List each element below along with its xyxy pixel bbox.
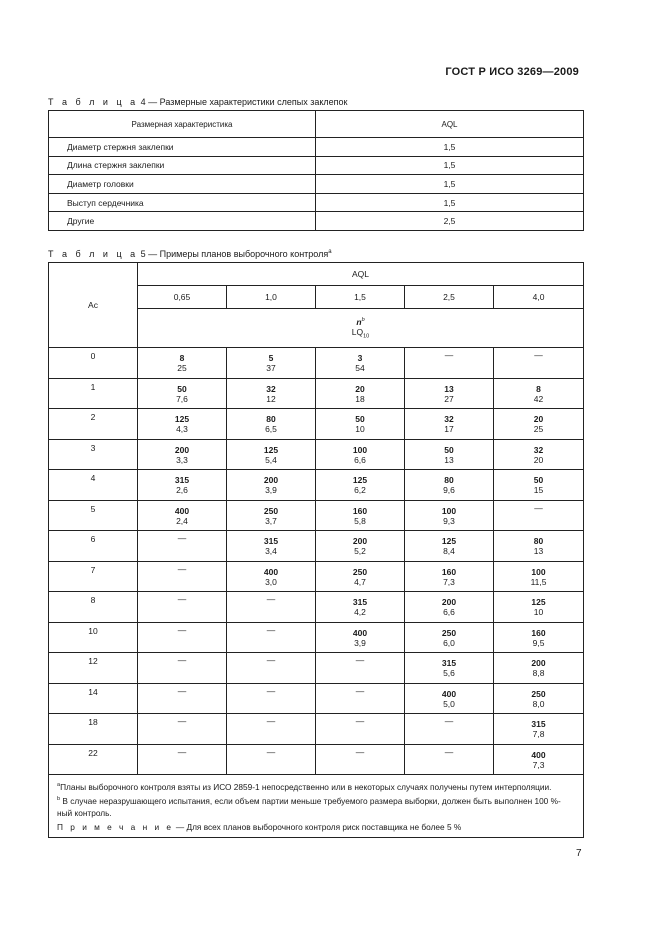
limiting-quality-value: 4,7 bbox=[354, 576, 366, 587]
table5-cell-plan bbox=[494, 744, 584, 775]
sample-size-value: 400 bbox=[174, 505, 190, 516]
table5-cell-ac bbox=[49, 683, 138, 714]
table5-cell-empty bbox=[316, 653, 405, 684]
sample-size-value: 5 bbox=[268, 353, 274, 363]
table5-cell-empty bbox=[227, 592, 316, 623]
table5-cell-empty bbox=[138, 561, 227, 592]
table-row bbox=[49, 683, 584, 714]
sample-size-value: 80 bbox=[444, 475, 454, 485]
ac-value: 8 bbox=[90, 595, 96, 605]
table4-cell-name: Длина стержня заклепки bbox=[49, 156, 316, 175]
dash-placeholder: — bbox=[266, 594, 276, 604]
sample-size-value: 200 bbox=[174, 444, 190, 455]
sample-size-value: 125 bbox=[263, 444, 279, 455]
sample-size-value: 50 bbox=[355, 414, 365, 424]
limiting-quality-value: 3,7 bbox=[265, 515, 277, 526]
table5-cell-ac bbox=[49, 378, 138, 409]
table5-caption-text: 5 — Примеры планов выборочного контроля bbox=[140, 249, 329, 259]
dash-placeholder: — bbox=[177, 746, 187, 757]
sample-size-value: 100 bbox=[531, 566, 546, 577]
limiting-quality-value: 5,4 bbox=[265, 454, 277, 465]
table-row bbox=[49, 193, 584, 212]
sample-size-value: 200 bbox=[263, 475, 279, 485]
table-row bbox=[49, 470, 584, 501]
limiting-quality-value: 12 bbox=[266, 393, 276, 404]
limiting-quality-value: 4,3 bbox=[176, 424, 188, 434]
table5-cell-empty bbox=[494, 348, 584, 379]
table5-cell-ac bbox=[49, 744, 138, 775]
dash-placeholder: — bbox=[177, 685, 187, 696]
table5-header-aql: AQL bbox=[138, 263, 584, 286]
sample-size-value: 13 bbox=[444, 383, 454, 394]
limiting-quality-value: 4,2 bbox=[354, 607, 366, 617]
dash-placeholder: — bbox=[177, 716, 187, 726]
table-row bbox=[49, 212, 584, 231]
limiting-quality-value: 8,8 bbox=[532, 668, 545, 678]
footnote-a bbox=[57, 779, 575, 793]
table4-cell-aql: 1,5 bbox=[316, 175, 584, 194]
limiting-quality-value: 10 bbox=[355, 424, 365, 434]
table4-cell-aql: 1,5 bbox=[316, 156, 584, 175]
table5-cell-ac bbox=[49, 409, 138, 440]
sample-size-value: 315 bbox=[531, 719, 546, 729]
table-row bbox=[49, 138, 584, 157]
sample-size-value: 315 bbox=[352, 597, 368, 607]
dash-placeholder: — bbox=[177, 533, 187, 543]
limiting-quality-value: 7,8 bbox=[532, 729, 545, 739]
footnote-b-text: В случае неразрушающего испытания, если объем партии меньше требуемого размера выборки, должен быть выполнен 100 %-ный контроль. bbox=[57, 795, 561, 818]
ac-value: 1 bbox=[90, 381, 96, 392]
table5-cell-ac bbox=[49, 592, 138, 623]
limiting-quality-value: 17 bbox=[444, 424, 454, 434]
sample-size-value: 315 bbox=[174, 475, 190, 485]
table5-cell-plan bbox=[227, 470, 316, 501]
table-row bbox=[49, 561, 584, 592]
table5-cell-ac bbox=[49, 714, 138, 745]
dash-placeholder: — bbox=[534, 502, 543, 513]
table5-cell-ac bbox=[49, 561, 138, 592]
sample-size-value: 50 bbox=[177, 383, 187, 394]
table5-cell-plan bbox=[405, 378, 494, 409]
table5-aql-value: 2,5 bbox=[405, 286, 494, 309]
limiting-quality-value: 7,3 bbox=[532, 759, 545, 770]
footnote-a-text: Планы выборочного контроля взяты из ИСО 2859-1 непосредственно или в некоторых случаях получены путем интерполяции. bbox=[60, 781, 552, 792]
limiting-quality-value: 5,2 bbox=[354, 546, 366, 556]
table4-header-row bbox=[49, 111, 584, 138]
dash-placeholder: — bbox=[266, 746, 276, 757]
sample-size-value: 32 bbox=[444, 414, 454, 424]
table5-cell-plan bbox=[316, 622, 405, 653]
sample-size-value: 125 bbox=[441, 536, 457, 546]
table5-aql-value: 0,65 bbox=[138, 286, 227, 309]
table4-caption bbox=[48, 97, 347, 107]
sample-size-value: 125 bbox=[352, 475, 368, 485]
limiting-quality-value: 2,4 bbox=[176, 515, 188, 526]
limiting-quality-value: 13 bbox=[444, 454, 454, 465]
table5-cell-empty bbox=[227, 714, 316, 745]
limiting-quality-value: 9,6 bbox=[443, 485, 455, 495]
limiting-quality-value: 42 bbox=[533, 393, 544, 404]
table4-cell-name: Диаметр стержня заклепки bbox=[49, 138, 316, 157]
table5-cell-ac bbox=[49, 348, 138, 379]
table5-header-ac: Ac bbox=[49, 263, 138, 348]
limiting-quality-value: 13 bbox=[533, 546, 544, 556]
dash-placeholder: — bbox=[266, 624, 276, 635]
table5-cell-plan bbox=[494, 653, 584, 684]
table5-cell-empty bbox=[227, 683, 316, 714]
limiting-quality-value: 8,4 bbox=[443, 546, 455, 556]
table5-cell-plan bbox=[405, 592, 494, 623]
table5-cell-plan bbox=[494, 714, 584, 745]
table5-cell-empty bbox=[138, 744, 227, 775]
table5-cell-empty bbox=[227, 653, 316, 684]
table5-cell-plan bbox=[405, 531, 494, 562]
table5-cell-plan bbox=[316, 531, 405, 562]
limiting-quality-value: 7,3 bbox=[443, 576, 455, 587]
sample-size-value: 250 bbox=[263, 505, 279, 516]
limiting-quality-value: 5,6 bbox=[443, 668, 455, 678]
dash-placeholder: — bbox=[355, 716, 365, 726]
sample-size-value: 400 bbox=[441, 688, 457, 699]
sample-size-value: 250 bbox=[441, 627, 457, 638]
table5-cell-plan bbox=[138, 470, 227, 501]
limiting-quality-value: 20 bbox=[533, 454, 544, 465]
sample-size-value: 160 bbox=[531, 627, 546, 638]
sample-size-label: n bbox=[356, 316, 362, 327]
table5-cell-plan bbox=[494, 470, 584, 501]
table-row bbox=[49, 592, 584, 623]
table-row bbox=[49, 378, 584, 409]
table4-caption-text: 4 — Размерные характеристики слепых заклепок bbox=[140, 97, 348, 107]
table-row bbox=[49, 744, 584, 775]
table5-cell-plan bbox=[405, 653, 494, 684]
limiting-quality-value: 6,5 bbox=[265, 424, 277, 434]
sample-size-value: 200 bbox=[352, 536, 368, 546]
table5-cell-empty bbox=[138, 683, 227, 714]
table-row bbox=[49, 439, 584, 470]
table5-cell-ac bbox=[49, 653, 138, 684]
dash-placeholder: — bbox=[444, 716, 454, 726]
table4-cell-aql: 1,5 bbox=[316, 193, 584, 212]
limiting-quality-value: 8,0 bbox=[532, 698, 545, 709]
sample-size-value: 315 bbox=[263, 536, 279, 546]
sample-size-value: 3 bbox=[357, 353, 363, 363]
limiting-quality-value: 25 bbox=[177, 363, 187, 373]
table5-cell-empty bbox=[494, 500, 584, 531]
sample-size-value: 80 bbox=[533, 536, 544, 546]
ac-value: 6 bbox=[90, 534, 96, 544]
table5-cell-empty bbox=[138, 714, 227, 745]
table5-cell-plan bbox=[405, 409, 494, 440]
limiting-quality-value: 9,5 bbox=[532, 637, 545, 648]
sample-size-value: 400 bbox=[263, 566, 279, 577]
sample-size-value: 32 bbox=[533, 444, 544, 455]
table-row bbox=[49, 622, 584, 653]
dash-placeholder: — bbox=[177, 594, 187, 604]
table5-cell-plan bbox=[227, 561, 316, 592]
table5-cell-plan bbox=[316, 470, 405, 501]
table5-cell-plan bbox=[316, 500, 405, 531]
ac-value: 3 bbox=[90, 442, 96, 453]
table5-cell-empty bbox=[405, 744, 494, 775]
table5-cell-plan bbox=[138, 409, 227, 440]
footnote-b-mark: b bbox=[57, 795, 61, 802]
table4-cell-aql: 2,5 bbox=[316, 212, 584, 231]
table5-cell-plan bbox=[227, 348, 316, 379]
dash-placeholder: — bbox=[534, 350, 543, 360]
table4-cell-name: Другие bbox=[49, 212, 316, 231]
table5-cell-empty bbox=[316, 744, 405, 775]
table4-cell-name: Диаметр головки bbox=[49, 175, 316, 194]
sample-size-value: 200 bbox=[441, 597, 457, 607]
dash-placeholder: — bbox=[177, 624, 187, 635]
limiting-quality-value: 2,6 bbox=[176, 485, 188, 495]
limiting-quality-value: 11,5 bbox=[530, 576, 547, 587]
sample-size-value: 400 bbox=[352, 627, 368, 638]
limiting-quality-value: 15 bbox=[533, 485, 544, 495]
table5-caption-prefix: Т а б л и ц а bbox=[48, 249, 139, 259]
limiting-quality-symbol bbox=[351, 326, 370, 340]
limiting-quality-value: 54 bbox=[355, 363, 365, 373]
table5-cell-plan bbox=[494, 409, 584, 440]
sample-size-value: 100 bbox=[352, 444, 368, 455]
table5-aql-value: 1,0 bbox=[227, 286, 316, 309]
table-row bbox=[49, 156, 584, 175]
table5-cell-plan bbox=[494, 622, 584, 653]
limiting-quality-value: 6,6 bbox=[354, 454, 366, 465]
table5-cell-plan bbox=[316, 378, 405, 409]
footnote-b bbox=[57, 793, 575, 819]
footnote-a-mark: a bbox=[57, 782, 61, 788]
table5-cell-plan bbox=[227, 378, 316, 409]
sample-size-value: 50 bbox=[533, 475, 544, 485]
dash-placeholder: — bbox=[444, 746, 454, 757]
table5-cell-plan bbox=[405, 470, 494, 501]
limiting-quality-value: 25 bbox=[533, 424, 544, 434]
table5-cell-plan bbox=[227, 531, 316, 562]
table5-cell-plan bbox=[138, 439, 227, 470]
dash-placeholder: — bbox=[444, 350, 454, 360]
table4-caption-prefix: Т а б л и ц а bbox=[48, 97, 139, 107]
dash-placeholder: — bbox=[266, 716, 276, 726]
limiting-quality-value: 18 bbox=[355, 393, 365, 404]
dash-placeholder: — bbox=[355, 655, 365, 665]
table5-cell-ac bbox=[49, 470, 138, 501]
table-row bbox=[49, 653, 584, 684]
sample-size-value: 125 bbox=[174, 414, 190, 424]
limiting-quality-value: 6,0 bbox=[443, 637, 455, 648]
table5-cell-plan bbox=[405, 439, 494, 470]
table5-cell-plan bbox=[316, 592, 405, 623]
sample-size-value: 400 bbox=[531, 749, 546, 760]
table-row bbox=[49, 531, 584, 562]
sample-size-value: 160 bbox=[352, 505, 368, 516]
sample-size-footnote-mark: b bbox=[361, 316, 365, 323]
sample-size-value: 125 bbox=[531, 597, 546, 607]
table4-header-characteristic: Размерная характеристика bbox=[49, 111, 316, 138]
dash-placeholder: — bbox=[355, 746, 365, 757]
table5-cell-plan bbox=[494, 561, 584, 592]
table4 bbox=[48, 110, 584, 231]
table5-cell-plan bbox=[494, 683, 584, 714]
sample-size-value: 20 bbox=[355, 383, 365, 394]
limiting-quality-value: 3,9 bbox=[354, 637, 366, 648]
table5-cell-empty bbox=[227, 744, 316, 775]
sample-size-value: 8 bbox=[179, 353, 185, 363]
limiting-quality-value: 10 bbox=[533, 607, 544, 617]
limiting-quality-value: 3,4 bbox=[265, 546, 277, 556]
sample-size-value: 160 bbox=[441, 566, 457, 577]
table4-cell-aql: 1,5 bbox=[316, 138, 584, 157]
table5-header-row-aql bbox=[49, 263, 584, 286]
ac-value: 18 bbox=[88, 717, 98, 727]
limiting-quality-value: 3,3 bbox=[176, 454, 188, 465]
table5-cell-empty bbox=[316, 683, 405, 714]
table5-cell-empty bbox=[138, 531, 227, 562]
table5-cell-empty bbox=[138, 653, 227, 684]
table5-cell-plan bbox=[405, 500, 494, 531]
sample-size-value: 80 bbox=[266, 414, 276, 424]
table4-cell-name: Выступ сердечника bbox=[49, 193, 316, 212]
table4-header-aql: AQL bbox=[316, 111, 584, 138]
sample-size-value: 250 bbox=[531, 688, 546, 699]
dash-placeholder: — bbox=[355, 685, 365, 696]
ac-value: 12 bbox=[88, 656, 98, 666]
limiting-quality-value: 37 bbox=[266, 363, 276, 373]
ac-value: 2 bbox=[90, 412, 96, 422]
table5-cell-empty bbox=[138, 622, 227, 653]
table5-cell-ac bbox=[49, 622, 138, 653]
table-row bbox=[49, 175, 584, 194]
dash-placeholder: — bbox=[266, 655, 276, 665]
document-header-id: ГОСТ Р ИСО 3269—2009 bbox=[445, 66, 579, 78]
limiting-quality-label: LQ bbox=[351, 326, 364, 337]
ac-value: 10 bbox=[88, 625, 98, 636]
table5-cell-plan bbox=[494, 439, 584, 470]
sample-size-value: 20 bbox=[533, 414, 544, 424]
table5-footnotes-row bbox=[49, 775, 584, 838]
sample-size-value: 50 bbox=[444, 444, 454, 455]
table-row bbox=[49, 714, 584, 745]
table-row bbox=[49, 409, 584, 440]
limiting-quality-value: 3,0 bbox=[265, 576, 277, 587]
table5-cell-plan bbox=[316, 348, 405, 379]
sample-size-symbol bbox=[356, 317, 364, 327]
dash-placeholder: — bbox=[177, 655, 187, 665]
table5-cell-plan bbox=[494, 378, 584, 409]
limiting-quality-value: 27 bbox=[444, 393, 454, 404]
limiting-quality-value: 6,6 bbox=[443, 607, 455, 617]
note-prefix: П р и м е ч а н и е bbox=[57, 821, 174, 832]
table5-cell-plan bbox=[405, 683, 494, 714]
table5-cell-plan bbox=[316, 439, 405, 470]
sample-size-value: 100 bbox=[441, 505, 457, 516]
table5-cell-plan bbox=[227, 439, 316, 470]
ac-value: 5 bbox=[90, 503, 96, 514]
ac-value: 22 bbox=[88, 747, 98, 758]
dash-placeholder: — bbox=[177, 563, 187, 574]
table-row bbox=[49, 348, 584, 379]
table5-cell-plan bbox=[138, 348, 227, 379]
table5-aql-value: 4,0 bbox=[494, 286, 584, 309]
sample-size-value: 250 bbox=[352, 566, 368, 577]
table5-cell-plan bbox=[494, 592, 584, 623]
table5-cell-plan bbox=[138, 500, 227, 531]
table5-cell-plan bbox=[138, 378, 227, 409]
table5-cell-plan bbox=[405, 561, 494, 592]
table5-cell-plan bbox=[227, 409, 316, 440]
table5-cell-plan bbox=[227, 500, 316, 531]
note-text: — Для всех планов выборочного контроля риск поставщика не более 5 % bbox=[175, 821, 462, 832]
table5-cell-empty bbox=[227, 622, 316, 653]
table5-caption bbox=[48, 249, 332, 259]
ac-value: 7 bbox=[90, 564, 96, 575]
limiting-quality-value: 3,9 bbox=[265, 485, 277, 495]
limiting-quality-value: 5,8 bbox=[354, 515, 366, 526]
table5-cell-empty bbox=[405, 714, 494, 745]
ac-value: 14 bbox=[88, 686, 98, 697]
page-number: 7 bbox=[576, 848, 582, 859]
limiting-quality-value: 6,2 bbox=[354, 485, 366, 495]
table5-cell-ac bbox=[49, 439, 138, 470]
sample-size-value: 200 bbox=[531, 658, 546, 668]
table5-cell-ac bbox=[49, 500, 138, 531]
table5-cell-plan bbox=[316, 561, 405, 592]
sample-size-value: 8 bbox=[536, 383, 541, 394]
table5-aql-value: 1,5 bbox=[316, 286, 405, 309]
table5-header-n-lq bbox=[138, 309, 584, 348]
table5-footnotes bbox=[49, 775, 584, 838]
ac-value: 0 bbox=[90, 351, 96, 361]
limiting-quality-value: 9,3 bbox=[443, 515, 455, 526]
table5-cell-plan bbox=[494, 531, 584, 562]
table-row bbox=[49, 500, 584, 531]
table5-cell-empty bbox=[316, 714, 405, 745]
table5-cell-empty bbox=[405, 348, 494, 379]
dash-placeholder: — bbox=[266, 685, 276, 696]
table5-caption-footnote-mark: a bbox=[328, 249, 332, 255]
ac-value: 4 bbox=[90, 473, 96, 483]
limiting-quality-subscript: 10 bbox=[363, 333, 370, 340]
table5-cell-empty bbox=[138, 592, 227, 623]
table5-note bbox=[57, 821, 575, 833]
sample-size-value: 315 bbox=[441, 658, 457, 668]
table5-cell-ac bbox=[49, 531, 138, 562]
limiting-quality-value: 5,0 bbox=[443, 698, 455, 709]
sample-size-value: 32 bbox=[266, 383, 276, 394]
limiting-quality-value: 7,6 bbox=[176, 393, 188, 404]
table5 bbox=[48, 262, 584, 838]
table5-cell-plan bbox=[405, 622, 494, 653]
table5-cell-plan bbox=[316, 409, 405, 440]
